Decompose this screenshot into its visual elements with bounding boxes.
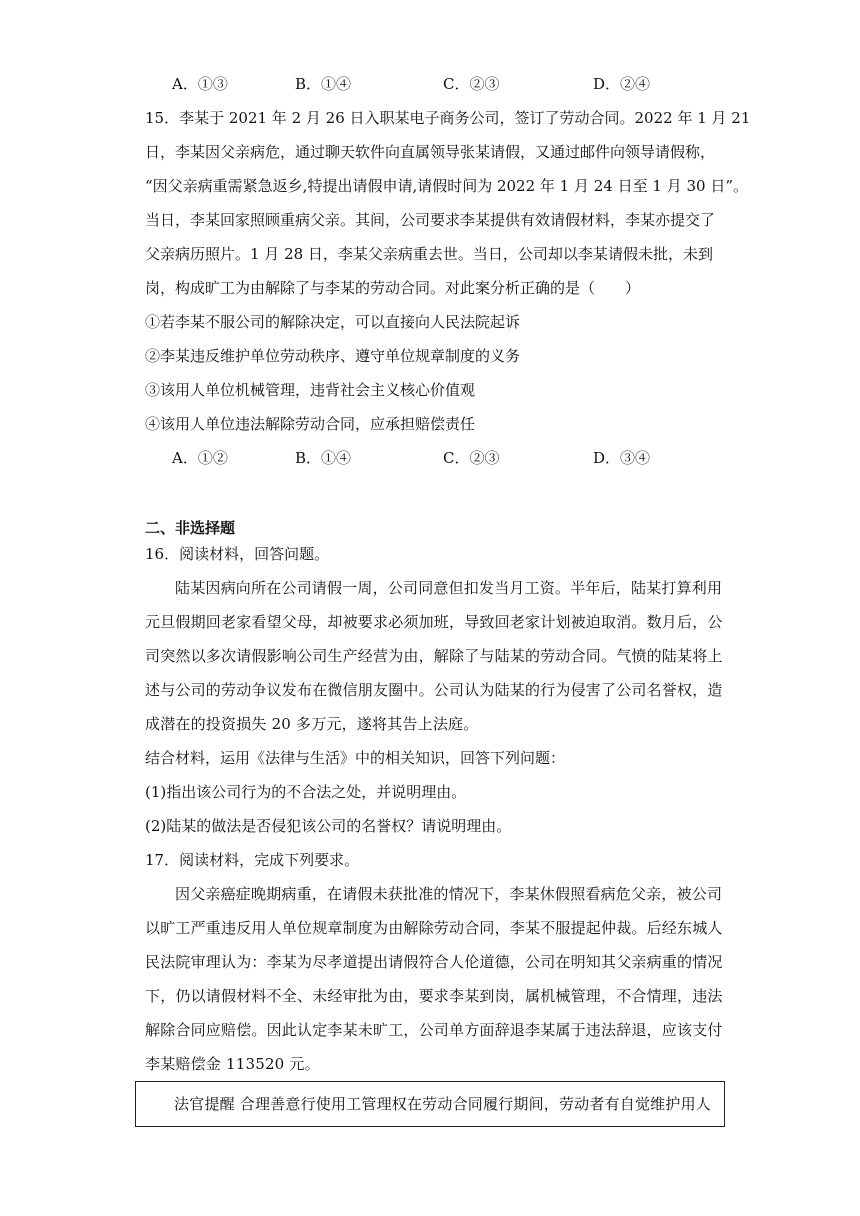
- q15-statement: ③该用人单位机械管理，违背社会主义核心价值观: [145, 381, 476, 399]
- q17-material-line: 解除合同应赔偿。因此认定李某未旷工，公司单方面辞退李某属于违法辞退，应该支付: [145, 1021, 723, 1039]
- q15-option-d: D．③④: [593, 449, 651, 467]
- q16-stem: 16．阅读材料，回答问题。: [145, 545, 330, 563]
- q14-option-a: A．①③: [172, 75, 228, 93]
- q16-prompt: 结合材料，运用《法律与生活》中的相关知识，回答下列问题：: [145, 749, 566, 767]
- q15-line: 当日，李某回家照顾重病父亲。其间，公司要求李某提供有效请假材料，李某亦提交了: [145, 211, 716, 229]
- judge-reminder-box: [135, 1081, 725, 1127]
- q15-option-a: A．①②: [172, 449, 228, 467]
- judge-reminder-text: 法官提醒 合理善意行使用工管理权在劳动合同履行期间，劳动者有自觉维护用人: [174, 1095, 711, 1113]
- q16-subquestion: (1)指出该公司行为的不合法之处，并说明理由。: [145, 783, 467, 801]
- q16-material-line: 成潜在的投资损失 20 多万元，遂将其告上法庭。: [145, 715, 479, 733]
- q15-option-b: B．①④: [295, 449, 352, 467]
- q16-material-line: 述与公司的劳动争议发布在微信朋友圈中。公司认为陆某的行为侵害了公司名誉权，造: [145, 681, 723, 699]
- q17-material-line: 以旷工严重违反用人单位规章制度为由解除劳动合同，李某不服提起仲裁。后经东城人: [145, 919, 723, 937]
- q15-line: 日，李某因父亲病危，通过聊天软件向直属领导张某请假，又通过邮件向领导请假称，: [145, 143, 716, 161]
- q16-material-line: 陆某因病向所在公司请假一周，公司同意但扣发当月工资。半年后，陆某打算利用: [175, 579, 723, 597]
- q15-option-c: C．②③: [443, 449, 500, 467]
- q17-material-line: 因父亲癌症晚期病重，在请假未获批准的情况下，李某休假照看病危父亲，被公司: [175, 885, 723, 903]
- q14-option-b: B．①④: [295, 75, 352, 93]
- q14-option-c: C．②③: [443, 75, 500, 93]
- q17-material-line: 下，仍以请假材料不全、未经审批为由，要求李某到岗，属机械管理，不合情理，违法: [145, 987, 723, 1005]
- q15-statement: ①若李某不服公司的解除决定，可以直接向人民法院起诉: [145, 313, 521, 331]
- q15-line: 岗，构成旷工为由解除了与李某的劳动合同。对此案分析正确的是（ ）: [145, 279, 641, 297]
- q15-statement: ④该用人单位违法解除劳动合同，应承担赔偿责任: [145, 415, 476, 433]
- q15-line: 父亲病历照片。1 月 28 日，李某父亲病重去世。当日，公司却以李某请假未批，未到: [145, 245, 713, 263]
- q17-stem: 17．阅读材料，完成下列要求。: [145, 851, 360, 869]
- q16-material-line: 司突然以多次请假影响公司生产经营为由，解除了与陆某的劳动合同。气愤的陆某将上: [145, 647, 723, 665]
- section-heading: 二、非选择题: [145, 519, 236, 537]
- q15-line: “因父亲病重需紧急返乡,特提出请假申请,请假时间为 2022 年 1 月 24 日至 1 月 30 日”。: [145, 177, 748, 195]
- q16-subquestion: (2)陆某的做法是否侵犯该公司的名誉权？请说明理由。: [145, 817, 512, 835]
- q17-material-line: 民法院审理认为：李某为尽孝道提出请假符合人伦道德，公司在明知其父亲病重的情况: [145, 953, 723, 971]
- q16-material-line: 元旦假期回老家看望父母，却被要求必须加班，导致回老家计划被迫取消。数月后，公: [145, 613, 723, 631]
- q15-line: 15．李某于 2021 年 2 月 26 日入职某电子商务公司，签订了劳动合同。2022 年 1 月 21: [145, 109, 751, 127]
- q17-material-line: 李某赔偿金 113520 元。: [145, 1055, 320, 1073]
- q14-option-d: D．②④: [593, 75, 651, 93]
- q15-statement: ②李某违反维护单位劳动秩序、遵守单位规章制度的义务: [145, 347, 521, 365]
